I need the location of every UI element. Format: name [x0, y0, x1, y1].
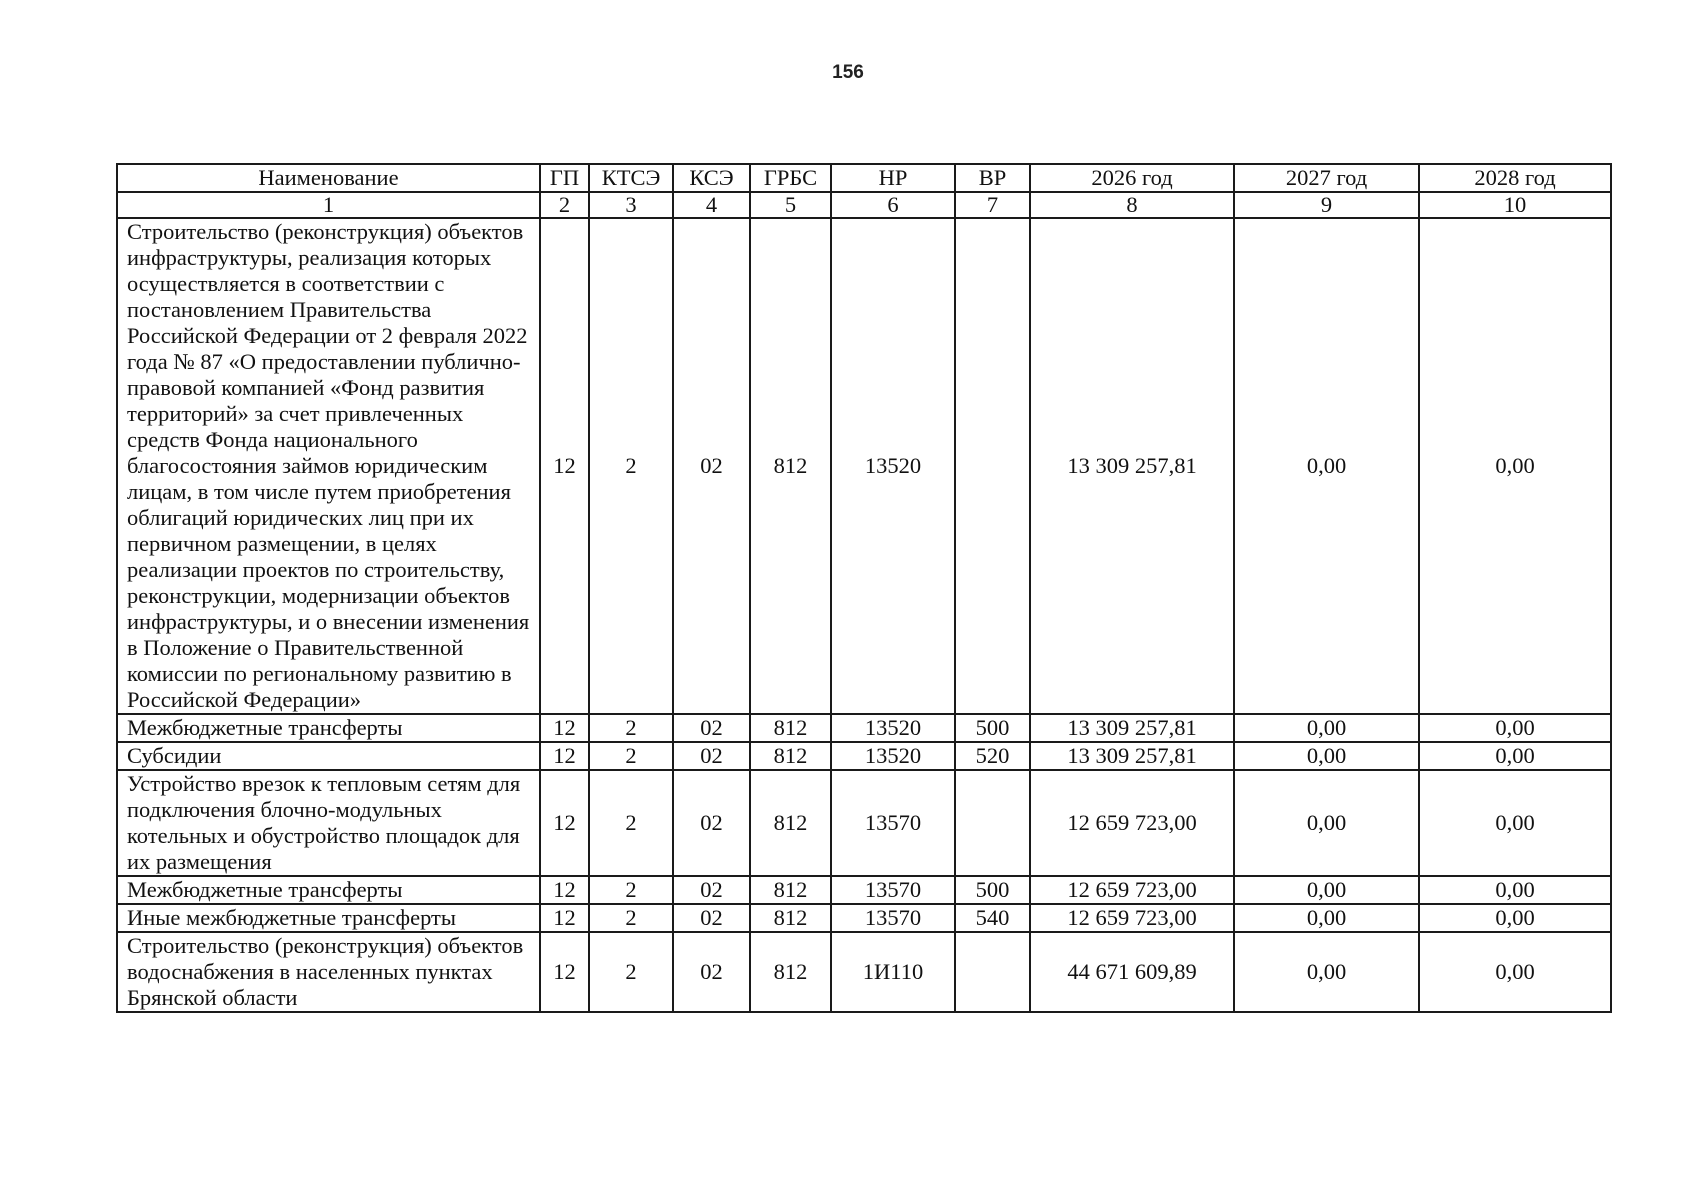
row-name: Строительство (реконструкция) объектов инфраструктуры, реализация которых осуществляется в соответствии с постановлением Правительства Российской Федерации от 2 февраля 2022 года № 87 «О предоставлении публично-правовой компанией «Фонд развития территорий» за счет привлеченных средств Фонда национального благосостояния займов юридическим лицам, в том числе путем приобретения облигаций юридических лиц при их первичном размещении, в целях реализации проектов по строительству, реконструкции, модернизации объектов инфраструктуры, и о внесении изменения в Положение о Правительственной комиссии по региональному развитию в Российской Федерации» [117, 218, 540, 714]
cell-ktse: 2 [589, 742, 673, 770]
column-header: Наименование [117, 164, 540, 192]
cell-kse: 02 [673, 904, 750, 932]
column-header: 2026 год [1030, 164, 1234, 192]
cell-kse: 02 [673, 742, 750, 770]
table-row [117, 876, 1611, 904]
cell-kse: 02 [673, 714, 750, 742]
column-header: НР [831, 164, 955, 192]
cell-2028: 0,00 [1419, 218, 1611, 714]
column-number: 5 [750, 192, 831, 218]
cell-gp: 12 [540, 904, 589, 932]
column-header: 2027 год [1234, 164, 1419, 192]
column-number: 2 [540, 192, 589, 218]
row-name: Иные межбюджетные трансферты [117, 904, 540, 932]
cell-nr: 13520 [831, 218, 955, 714]
row-name: Строительство (реконструкция) объектов водоснабжения в населенных пунктах Брянской области [117, 932, 540, 1012]
cell-gp: 12 [540, 770, 589, 876]
cell-grbs: 812 [750, 218, 831, 714]
cell-ktse: 2 [589, 714, 673, 742]
row-name: Межбюджетные трансферты [117, 714, 540, 742]
column-number: 3 [589, 192, 673, 218]
cell-grbs: 812 [750, 742, 831, 770]
cell-2028: 0,00 [1419, 876, 1611, 904]
cell-2026: 12 659 723,00 [1030, 904, 1234, 932]
cell-kse: 02 [673, 770, 750, 876]
budget-table [116, 163, 1612, 1013]
cell-nr: 13520 [831, 714, 955, 742]
cell-2027: 0,00 [1234, 742, 1419, 770]
table-row [117, 218, 1611, 714]
column-number: 4 [673, 192, 750, 218]
column-header: ГП [540, 164, 589, 192]
table-header-row [117, 164, 1611, 192]
cell-vr [955, 770, 1030, 876]
cell-2028: 0,00 [1419, 904, 1611, 932]
cell-nr: 13570 [831, 770, 955, 876]
cell-2027: 0,00 [1234, 218, 1419, 714]
cell-kse: 02 [673, 876, 750, 904]
cell-ktse: 2 [589, 932, 673, 1012]
cell-2027: 0,00 [1234, 932, 1419, 1012]
cell-2026: 13 309 257,81 [1030, 218, 1234, 714]
cell-gp: 12 [540, 742, 589, 770]
cell-gp: 12 [540, 218, 589, 714]
row-name: Межбюджетные трансферты [117, 876, 540, 904]
cell-2028: 0,00 [1419, 932, 1611, 1012]
cell-2026: 13 309 257,81 [1030, 714, 1234, 742]
table-row [117, 932, 1611, 1012]
cell-vr: 540 [955, 904, 1030, 932]
cell-grbs: 812 [750, 876, 831, 904]
column-number: 1 [117, 192, 540, 218]
cell-grbs: 812 [750, 770, 831, 876]
cell-2027: 0,00 [1234, 876, 1419, 904]
page-number: 156 [832, 62, 864, 83]
cell-2027: 0,00 [1234, 770, 1419, 876]
cell-2027: 0,00 [1234, 904, 1419, 932]
cell-kse: 02 [673, 218, 750, 714]
cell-2028: 0,00 [1419, 770, 1611, 876]
cell-kse: 02 [673, 932, 750, 1012]
cell-vr: 520 [955, 742, 1030, 770]
column-number: 9 [1234, 192, 1419, 218]
cell-nr: 1И110 [831, 932, 955, 1012]
column-number: 6 [831, 192, 955, 218]
cell-gp: 12 [540, 714, 589, 742]
table-row [117, 904, 1611, 932]
cell-2027: 0,00 [1234, 714, 1419, 742]
cell-vr [955, 218, 1030, 714]
table-row [117, 714, 1611, 742]
cell-gp: 12 [540, 876, 589, 904]
cell-grbs: 812 [750, 714, 831, 742]
row-name: Субсидии [117, 742, 540, 770]
cell-ktse: 2 [589, 770, 673, 876]
column-number: 10 [1419, 192, 1611, 218]
cell-grbs: 812 [750, 932, 831, 1012]
table-row [117, 770, 1611, 876]
cell-2026: 13 309 257,81 [1030, 742, 1234, 770]
cell-gp: 12 [540, 932, 589, 1012]
cell-ktse: 2 [589, 904, 673, 932]
row-name: Устройство врезок к тепловым сетям для подключения блочно-модульных котельных и обустройство площадок для их размещения [117, 770, 540, 876]
column-header: ГРБС [750, 164, 831, 192]
column-header: 2028 год [1419, 164, 1611, 192]
cell-vr: 500 [955, 876, 1030, 904]
column-header: ВР [955, 164, 1030, 192]
cell-ktse: 2 [589, 876, 673, 904]
cell-nr: 13520 [831, 742, 955, 770]
cell-grbs: 812 [750, 904, 831, 932]
cell-ktse: 2 [589, 218, 673, 714]
cell-2028: 0,00 [1419, 714, 1611, 742]
cell-nr: 13570 [831, 876, 955, 904]
cell-vr [955, 932, 1030, 1012]
column-number: 7 [955, 192, 1030, 218]
column-number: 8 [1030, 192, 1234, 218]
cell-2028: 0,00 [1419, 742, 1611, 770]
cell-2026: 44 671 609,89 [1030, 932, 1234, 1012]
column-header: КСЭ [673, 164, 750, 192]
cell-2026: 12 659 723,00 [1030, 876, 1234, 904]
column-number-row [117, 192, 1611, 218]
cell-vr: 500 [955, 714, 1030, 742]
table-row [117, 742, 1611, 770]
cell-2026: 12 659 723,00 [1030, 770, 1234, 876]
column-header: КТСЭ [589, 164, 673, 192]
cell-nr: 13570 [831, 904, 955, 932]
